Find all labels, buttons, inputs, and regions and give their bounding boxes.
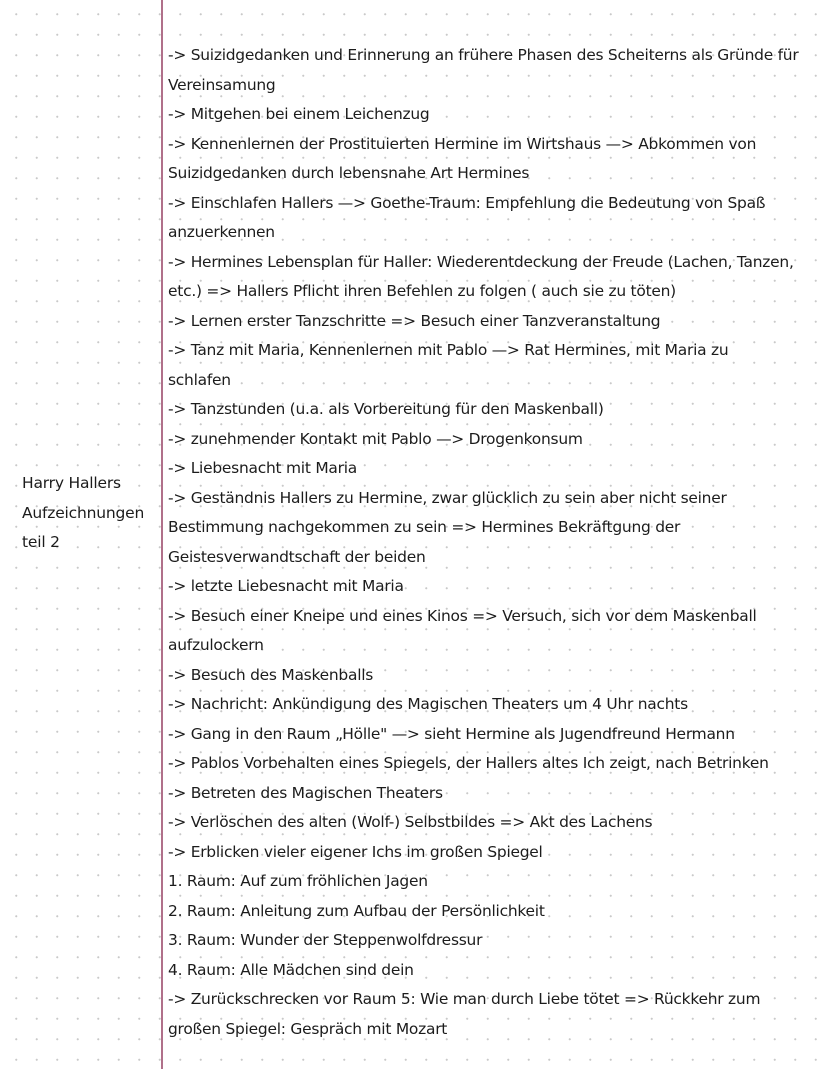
note-line: -> Nachricht: Ankündigung des Magischen Theaters um 4 Uhr nachts: [168, 695, 688, 713]
note-line: etc.) => Hallers Pflicht ihren Befehlen zu folgen ( auch sie zu töten): [168, 282, 676, 300]
note-line: -> Liebesnacht mit Maria: [168, 459, 358, 477]
note-line: -> Lernen erster Tanzschritte => Besuch einer Tanzveranstaltung: [168, 311, 661, 330]
section-label: [22, 469, 158, 558]
note-line: aufzulockern: [168, 636, 264, 654]
note-line: -> Tanz mit Maria, Kennenlernen mit Pablo —> Rat Hermines, mit Maria zu: [168, 341, 729, 359]
note-line: -> Hermines Lebensplan für Haller: Wiederentdeckung der Freude (Lachen, Tanzen,: [168, 252, 794, 271]
note-line: Vereinsamung: [168, 75, 276, 94]
note-line: -> Einschlafen Hallers —> Goethe-Traum: Empfehlung die Bedeutung von Spaß: [168, 193, 766, 212]
note-line: Geistesverwandtschaft der beiden: [168, 547, 426, 566]
note-line: -> Tanzstunden (u.a. als Vorbereitung für den Maskenball): [168, 400, 604, 418]
note-line: -> Suizidgedanken und Erinnerung an frühere Phasen des Scheiterns als Gründe für: [168, 46, 799, 64]
note-line: -> zunehmender Kontakt mit Pablo —> Drogenkonsum: [168, 429, 583, 448]
note-line: schlafen: [168, 370, 231, 389]
note-line: anzuerkennen: [168, 223, 275, 241]
note-line: -> Besuch einer Kneipe und eines Kinos => Versuch, sich vor dem Maskenball: [168, 606, 757, 625]
notes-body: [168, 41, 824, 1044]
note-line: Bestimmung nachgekommen zu sein => Hermines Bekräftgung der: [168, 518, 681, 536]
note-line: -> Verlöschen des alten (Wolf-) Selbstbildes => Akt des Lachens: [168, 813, 653, 831]
note-line: -> Erblicken vieler eigener Ichs im großen Spiegel: [168, 842, 543, 861]
note-line: -> Kennenlernen der Prostituierten Hermine im Wirtshaus —> Abkommen von: [168, 134, 757, 153]
note-line: 1. Raum: Auf zum fröhlichen Jagen: [168, 872, 428, 890]
note-line: 4. Raum: Alle Mädchen sind dein: [168, 960, 414, 979]
section-label-line: Aufzeichnungen: [22, 503, 145, 522]
note-line: Suizidgedanken durch lebensnahe Art Hermines: [168, 164, 530, 182]
note-line: -> letzte Liebesnacht mit Maria: [168, 577, 404, 595]
note-line: -> Besuch des Maskenballs: [168, 665, 374, 684]
note-line: großen Spiegel: Gespräch mit Mozart: [168, 1019, 448, 1038]
note-line: -> Geständnis Hallers zu Hermine, zwar glücklich zu sein aber nicht seiner: [168, 488, 727, 507]
note-line: 3. Raum: Wunder der Steppenwolfdressur: [168, 931, 483, 949]
note-line: -> Betreten des Magischen Theaters: [168, 783, 443, 802]
section-label-line: teil 2: [22, 533, 60, 551]
note-line: -> Gang in den Raum „Hölle" —> sieht Hermine als Jugendfreund Hermann: [168, 724, 735, 743]
note-line: -> Zurückschrecken vor Raum 5: Wie man durch Liebe tötet => Rückkehr zum: [168, 990, 761, 1008]
margin-line: [161, 0, 163, 1069]
note-line: -> Pablos Vorbehalten eines Spiegels, der Hallers altes Ich zeigt, nach Betrinken: [168, 754, 769, 772]
note-line: 2. Raum: Anleitung zum Aufbau der Persönlichkeit: [168, 901, 545, 920]
note-line: -> Mitgehen bei einem Leichenzug: [168, 105, 430, 123]
section-label-line: Harry Hallers: [22, 474, 121, 492]
